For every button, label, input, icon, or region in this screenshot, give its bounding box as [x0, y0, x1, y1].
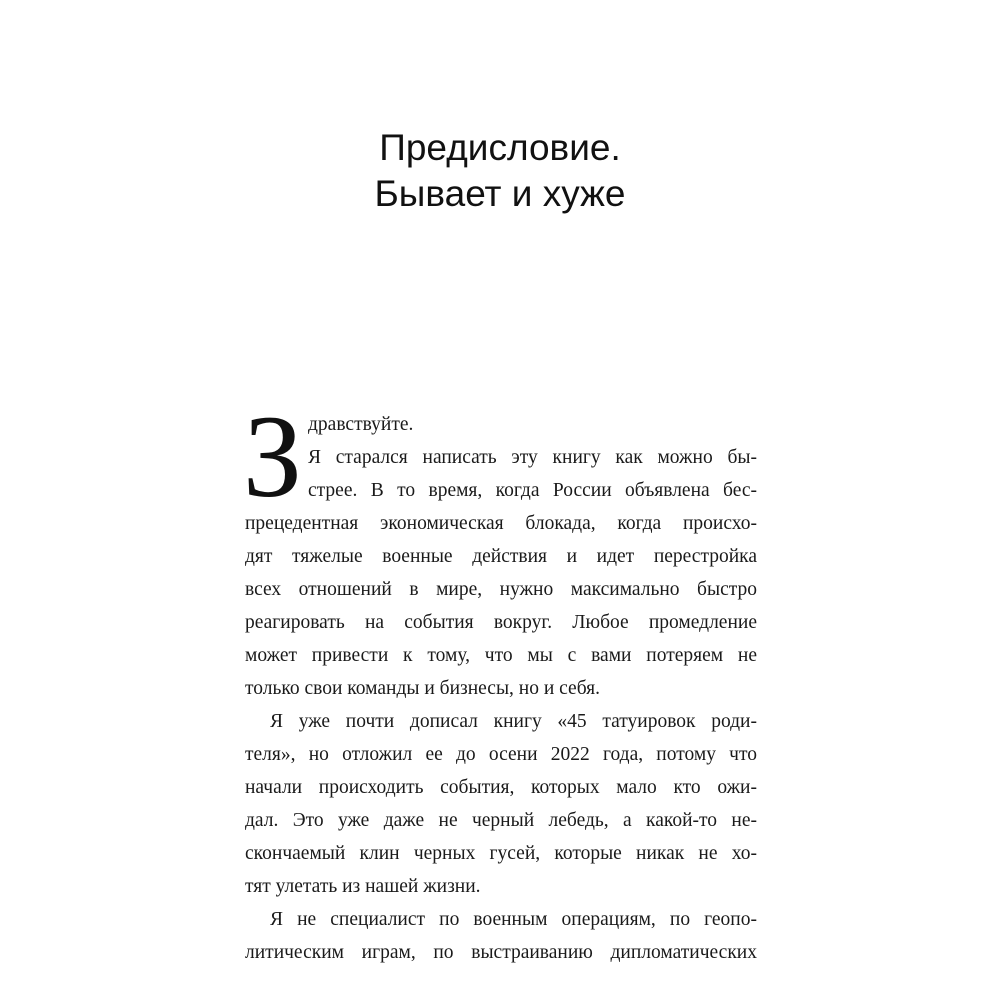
text-line: дал. Это уже даже не черный лебедь, а какой-то не- [245, 810, 757, 831]
text-line: дят тяжелые военные действия и идет перестройка [245, 546, 757, 567]
text-line: скончаемый клин черных гусей, которые никак не хо- [245, 843, 757, 864]
chapter-title [0, 125, 1000, 217]
text-line: реагировать на события вокруг. Любое промедление [245, 612, 757, 633]
drop-cap: З [243, 391, 303, 522]
text-line: Я не специалист по военным операциям, по геопо- [270, 909, 757, 930]
text-line: всех отношений в мире, нужно максимально быстро [245, 579, 757, 600]
text-line: тят улетать из нашей жизни. [245, 876, 481, 897]
text-line: стрее. В то время, когда России объявлена бес- [308, 480, 757, 501]
text-line: может привести к тому, что мы с вами потеряем не [245, 645, 757, 666]
chapter-title-line-2: Бывает и хуже [374, 173, 626, 214]
text-line: литическим играм, по выстраиванию дипломатических [245, 942, 757, 963]
chapter-body [243, 391, 757, 969]
text-line: Я старался написать эту книгу как можно бы- [308, 447, 757, 468]
text-line: дравствуйте. [308, 414, 414, 435]
text-line: только свои команды и бизнесы, но и себя. [245, 678, 600, 699]
text-line: начали происходить события, которых мало кто ожи- [245, 777, 757, 798]
text-line: прецедентная экономическая блокада, когда происхо- [245, 513, 757, 534]
text-line: теля», но отложил ее до осени 2022 года, потому что [245, 744, 757, 765]
text-line: Я уже почти дописал книгу «45 татуировок роди- [270, 711, 757, 732]
chapter-title-line-1: Предисловие. [379, 127, 621, 168]
